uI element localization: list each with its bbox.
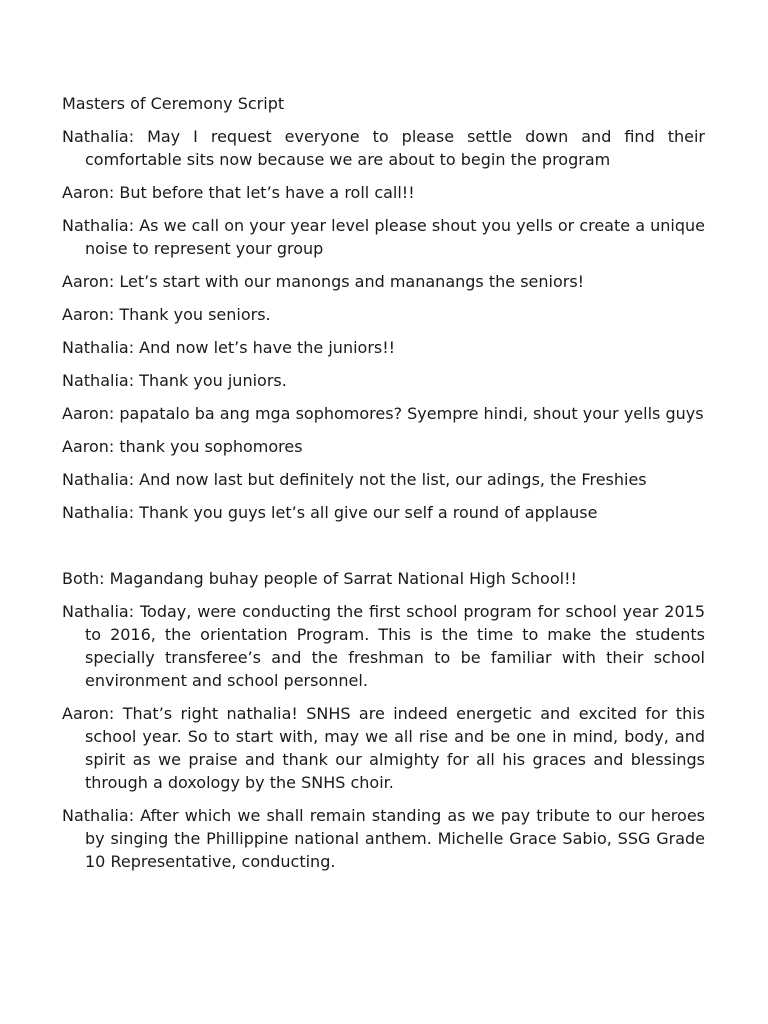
script-line: Nathalia: Today, were conducting the first school program for school year 2015 to 2016, the orientation Program. This is the time to make the students specially transferee’s and the freshman to be familiar with their school environment and school personnel. xyxy=(62,602,705,690)
script-line: Nathalia: Thank you guys let’s all give our self a round of applause xyxy=(62,503,598,522)
script-line: Both: Magandang buhay people of Sarrat National High School!! xyxy=(62,569,577,588)
script-line: Aaron: Thank you seniors. xyxy=(62,305,271,324)
script-line: Nathalia: May I request everyone to please settle down and find their comfortable sits now because we are about to begin the program xyxy=(62,127,705,169)
script-line: Nathalia: And now last but definitely not the list, our adings, the Freshies xyxy=(62,470,647,489)
script-line: Aaron: That’s right nathalia! SNHS are indeed energetic and excited for this school year. So to start with, may we all rise and be one in mind, body, and spirit as we praise and thank our almighty for all his graces and blessings through a doxology by the SNHS choir. xyxy=(62,704,705,792)
section-spacer xyxy=(62,534,705,567)
script-line: Aaron: papatalo ba ang mga sophomores? Syempre hindi, shout your yells guys xyxy=(62,404,704,423)
script-line: Nathalia: And now let’s have the juniors!! xyxy=(62,338,396,357)
script-content xyxy=(62,92,705,883)
script-line: Aaron: Let’s start with our manongs and mananangs the seniors! xyxy=(62,272,585,291)
script-line: Nathalia: After which we shall remain standing as we pay tribute to our heroes by singing the Phillippine national anthem. Michelle Grace Sabio, SSG Grade 10 Representative, conducting. xyxy=(62,806,705,871)
script-line: Nathalia: Thank you juniors. xyxy=(62,371,287,390)
document-title: Masters of Ceremony Script xyxy=(62,94,285,113)
script-line: Aaron: thank you sophomores xyxy=(62,437,303,456)
script-line: Nathalia: As we call on your year level please shout you yells or create a unique noise to represent your group xyxy=(62,216,705,258)
script-line: Aaron: But before that let’s have a roll call!! xyxy=(62,183,415,202)
